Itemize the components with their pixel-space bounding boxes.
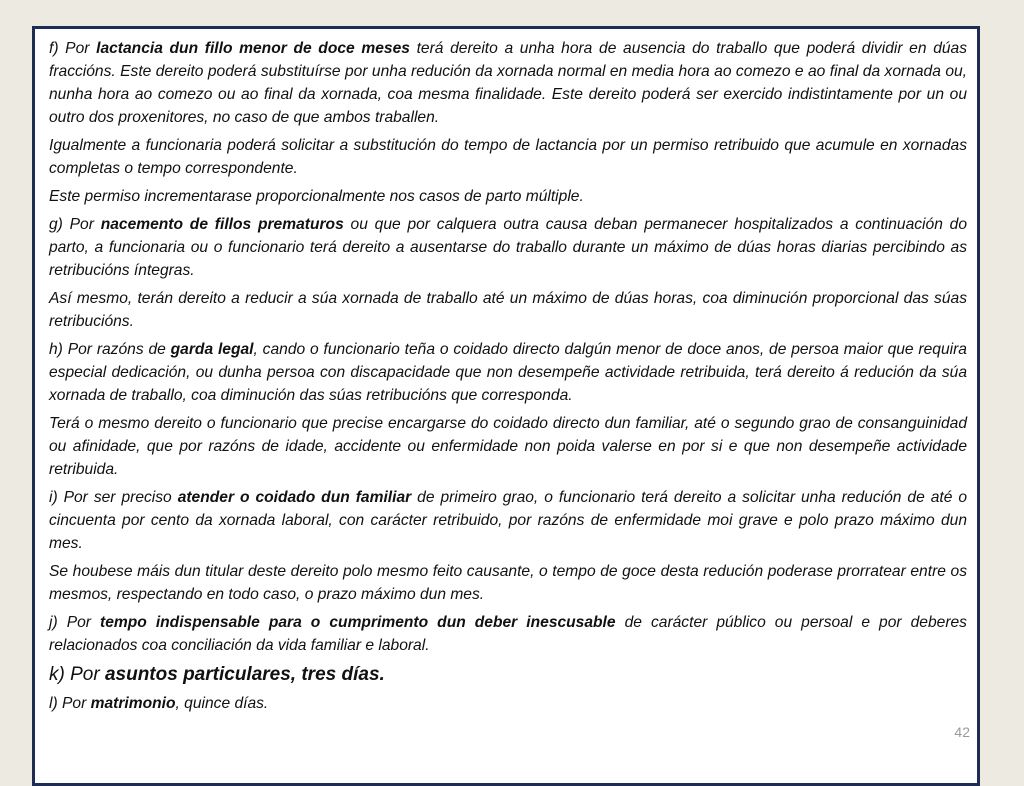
page-number: 42	[954, 724, 970, 740]
paragraph-text: i) Por ser preciso	[49, 489, 178, 506]
paragraph-k-asuntos	[49, 662, 967, 688]
paragraph-h-garda-legal	[49, 338, 967, 407]
paragraph-i-coidado	[49, 486, 967, 555]
paragraph-bold-text: tempo indispensable para o cumprimento dun deber inescusable	[100, 614, 616, 631]
paragraph-h-familiar	[49, 412, 967, 481]
paragraph-text: terá dereito a unha hora de ausencia do traballo que poderá dividir en dúas fraccións. Este dereito poderá substituírse por unha redución da xornada normal en media hora ao comezo e ao final da xornada ou, nunha hora ao comezo ou ao final da xornada, coa mesma finalidade. Este dereito poderá ser exercido indistintamente por un ou outro dos proxenitores, no caso de que ambos traballen.	[49, 40, 968, 126]
paragraph-text: Así mesmo, terán dereito a reducir a súa xornada de traballo até un máximo de dúas horas, coa diminución proporcional das súas retribucións.	[49, 290, 967, 330]
paragraph-text: , quince días.	[175, 695, 269, 712]
paragraph-bold-text: lactancia dun fillo menor de doce meses	[96, 40, 410, 57]
paragraph-j-deber	[49, 611, 967, 657]
paragraph-text: de primeiro grao, o funcionario terá dereito a solicitar unha redución de até o cincuenta por cento da xornada laboral, con carácter retribuido, por razóns de enfermidade moi grave e polo prazo máximo dun mes.	[49, 489, 968, 552]
paragraph-bold-text: atender o coidado dun familiar	[177, 489, 412, 506]
paragraph-g-asi-mesmo	[49, 287, 967, 333]
paragraph-bold-text: garda legal	[170, 341, 254, 358]
paragraph-l-matrimonio	[49, 692, 967, 715]
paragraph-bold-text: matrimonio	[90, 695, 176, 712]
paragraph-f-parto-multiple	[49, 185, 967, 208]
paragraph-text: l) Por	[49, 695, 91, 712]
paragraph-f-igualmente	[49, 134, 967, 180]
paragraph-text: Terá o mesmo dereito o funcionario que precise encargarse do coidado directo dun familiar, até o segundo grao de consanguinidad ou afinidade, que por razóns de idade, accidente ou enfermidade non poida valerse en por si e que non desempeñe actividade retribuida.	[49, 415, 967, 478]
paragraph-bold-text: nacemento de fillos prematuros	[100, 216, 344, 233]
paragraph-text: Igualmente a funcionaria poderá solicitar a substitución do tempo de lactancia por un permiso retribuido que acumule en xornadas completas o tempo correspondente.	[49, 137, 967, 177]
paragraph-i-titular	[49, 560, 967, 606]
paragraph-f-lactancia	[49, 37, 967, 129]
paragraph-text: Este permiso incrementarase proporcionalmente nos casos de parto múltiple.	[49, 188, 584, 205]
text-body	[49, 37, 967, 720]
paragraph-text: k) Por	[49, 664, 105, 685]
paragraph-text: Se houbese máis dun titular deste dereito polo mesmo feito causante, o tempo de goce desta redución poderase prorratear entre os mesmos, respectando en todo caso, o prazo máximo dun mes.	[49, 563, 967, 603]
paragraph-bold-text: asuntos particulares, tres días.	[104, 664, 385, 685]
paragraph-text: de carácter público ou persoal e por deberes relacionados coa conciliación da vida familiar e laboral.	[49, 614, 967, 654]
paragraph-text: h) Por razóns de	[49, 341, 171, 358]
paragraph-g-prematuros	[49, 213, 967, 282]
paragraph-text: f) Por	[49, 40, 97, 57]
paragraph-text: ou que por calquera outra causa deban permanecer hospitalizados a continuación do parto, a funcionaria ou o funcionario terá dereito a ausentarse do traballo durante un máximo de dúas horas diarias percibindo as retribucións íntegras.	[49, 216, 967, 279]
paragraph-text: , cando o funcionario teña o coidado directo dalgún menor de doce anos, de persoa maior que requira especial dedicación, ou dunha persoa con discapacidade que non desempeñe actividade retribuida, terá dereito á redución da súa xornada de traballo, coa diminución das súas retribucións que corresponda.	[49, 341, 967, 404]
content-frame	[32, 26, 980, 786]
paragraph-text: g) Por	[49, 216, 101, 233]
paragraph-text: j) Por	[49, 614, 100, 631]
